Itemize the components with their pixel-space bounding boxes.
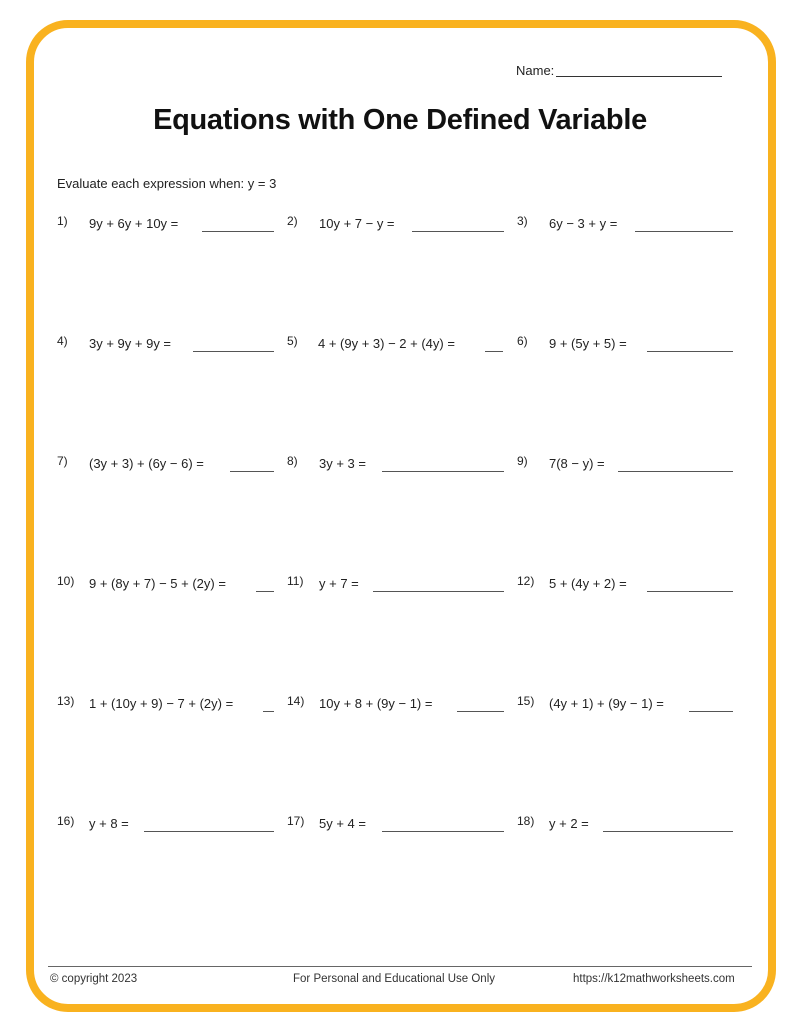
problem-number: 1) (57, 214, 68, 228)
problem-number: 18) (517, 814, 535, 828)
problem-number: 12) (517, 574, 535, 588)
problem-number: 13) (57, 694, 75, 708)
answer-line[interactable] (647, 591, 733, 592)
problem-number: 3) (517, 214, 528, 228)
answer-line[interactable] (373, 591, 504, 592)
problem-expression: 4 + (9y + 3) − 2 + (4y) = (318, 336, 455, 351)
problem-12 (517, 576, 735, 596)
answer-line[interactable] (635, 231, 733, 232)
answer-line[interactable] (256, 591, 274, 592)
problem-number: 4) (57, 334, 68, 348)
answer-line[interactable] (689, 711, 733, 712)
problem-expression: 1 + (10y + 9) − 7 + (2y) = (89, 696, 234, 711)
problem-number: 5) (287, 334, 298, 348)
answer-line[interactable] (263, 711, 274, 712)
problem-expression: 10y + 7 − y = (319, 216, 395, 231)
answer-line[interactable] (230, 471, 274, 472)
problem-expression: 7(8 − y) = (549, 456, 605, 471)
answer-line[interactable] (457, 711, 504, 712)
problem-number: 6) (517, 334, 528, 348)
problem-number: 14) (287, 694, 305, 708)
problem-expression: (4y + 1) + (9y − 1) = (549, 696, 664, 711)
name-field[interactable] (516, 63, 722, 78)
problem-expression: y + 7 = (319, 576, 359, 591)
problem-expression: 10y + 8 + (9y − 1) = (319, 696, 433, 711)
problem-8 (287, 456, 505, 476)
answer-line[interactable] (202, 231, 274, 232)
problem-1 (57, 216, 275, 236)
problem-13 (57, 696, 275, 716)
problem-number: 2) (287, 214, 298, 228)
problem-10 (57, 576, 275, 596)
worksheet-border (26, 20, 776, 1012)
problem-6 (517, 336, 735, 356)
problem-number: 10) (57, 574, 75, 588)
instructions: Evaluate each expression when: y = 3 (57, 176, 277, 191)
problem-expression: y + 8 = (89, 816, 129, 831)
answer-line[interactable] (485, 351, 503, 352)
name-label: Name: (516, 63, 555, 78)
answer-line[interactable] (144, 831, 274, 832)
problem-17 (287, 816, 505, 836)
worksheet-title: Equations with One Defined Variable (153, 104, 647, 136)
name-blank-line[interactable] (556, 76, 722, 77)
problem-3 (517, 216, 735, 236)
footer-url[interactable]: https://k12mathworksheets.com (573, 973, 735, 985)
problem-18 (517, 816, 735, 836)
problem-number: 15) (517, 694, 535, 708)
problem-7 (57, 456, 275, 476)
problem-expression: 9y + 6y + 10y = (89, 216, 179, 231)
answer-line[interactable] (382, 471, 504, 472)
problem-number: 9) (517, 454, 528, 468)
problem-16 (57, 816, 275, 836)
problem-number: 8) (287, 454, 298, 468)
problem-15 (517, 696, 735, 716)
problem-11 (287, 576, 505, 596)
problem-5 (287, 336, 505, 356)
problem-expression: 5y + 4 = (319, 816, 366, 831)
problem-14 (287, 696, 505, 716)
problem-9 (517, 456, 735, 476)
problem-expression: 3y + 9y + 9y = (89, 336, 172, 351)
answer-line[interactable] (618, 471, 733, 472)
answer-line[interactable] (412, 231, 504, 232)
problem-expression: 6y − 3 + y = (549, 216, 618, 231)
problem-expression: 9 + (8y + 7) − 5 + (2y) = (89, 576, 226, 591)
footer-copyright: © copyright 2023 (50, 973, 138, 985)
problem-expression: 5 + (4y + 2) = (549, 576, 627, 591)
problem-expression: 9 + (5y + 5) = (549, 336, 627, 351)
footer-usage: For Personal and Educational Use Only (293, 973, 495, 985)
problem-number: 7) (57, 454, 68, 468)
problem-4 (57, 336, 275, 356)
problem-expression: 3y + 3 = (319, 456, 366, 471)
problem-2 (287, 216, 505, 236)
answer-line[interactable] (647, 351, 733, 352)
problem-number: 17) (287, 814, 305, 828)
problem-expression: (3y + 3) + (6y − 6) = (89, 456, 204, 471)
answer-line[interactable] (603, 831, 733, 832)
footer-divider (48, 966, 752, 967)
problem-number: 16) (57, 814, 75, 828)
problem-expression: y + 2 = (549, 816, 589, 831)
answer-line[interactable] (193, 351, 274, 352)
answer-line[interactable] (382, 831, 504, 832)
problem-number: 11) (287, 574, 304, 588)
